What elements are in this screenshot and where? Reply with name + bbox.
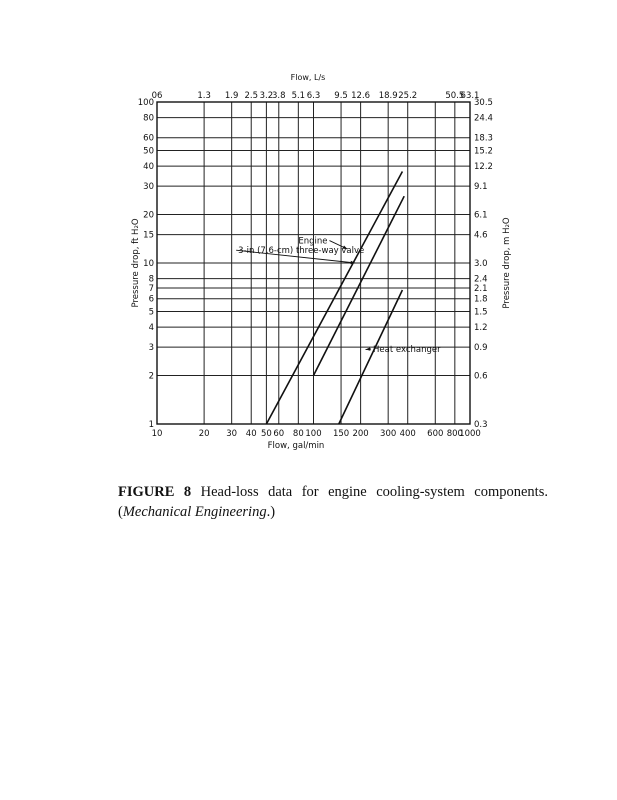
y-tick-label: 80	[143, 113, 154, 124]
x2-tick-label: 06	[151, 91, 163, 101]
y2-axis-label: Pressure drop, m H₂O	[502, 217, 512, 309]
x-tick-label: 600	[427, 429, 444, 439]
caption-label: FIGURE 8	[118, 484, 192, 500]
x-tick-label: 60	[273, 429, 285, 439]
x-tick-label: 300	[380, 429, 397, 439]
y2-tick-label: 24.4	[474, 113, 493, 124]
x-tick-label: 80	[292, 429, 304, 439]
y2-tick-label: 4.6	[474, 230, 488, 241]
caption-text: Head-loss data for engine cooling-system components. (	[118, 484, 548, 520]
y-tick-label: 30	[143, 182, 154, 193]
series-line-3	[339, 290, 403, 424]
y2-tick-label: 30.5	[474, 98, 493, 108]
x2-tick-label: 1.3	[197, 91, 211, 101]
y2-tick-label: 0.9	[474, 343, 488, 354]
x2-tick-label: 3.2	[259, 91, 274, 101]
x-tick-label: 800	[446, 429, 463, 439]
y-tick-label: 60	[143, 133, 154, 144]
annotation-label-3: Heat exchanger	[373, 345, 441, 356]
x-axis-label: Flow, gal/min	[267, 441, 325, 451]
y2-tick-labels	[474, 98, 493, 430]
x2-tick-label: 25.2	[398, 91, 418, 101]
x2-tick-label: 18.9	[378, 91, 398, 101]
y-tick-label: 3	[148, 343, 154, 354]
x2-tick-label: 6.3	[306, 91, 321, 101]
y2-tick-label: 1.8	[474, 294, 488, 305]
y2-tick-label: 0.6	[474, 371, 488, 382]
x-tick-label: 40	[245, 429, 257, 439]
y-tick-label: 20	[143, 210, 154, 221]
x-tick-label: 10	[151, 429, 163, 439]
x-tick-label: 30	[226, 429, 238, 439]
series-lines	[266, 172, 404, 425]
x2-tick-labels	[152, 91, 480, 101]
x2-tick-label: 5.1	[291, 91, 306, 101]
caption-source: Mechanical Engineering	[122, 504, 267, 520]
x2-tick-label: 2.5	[244, 91, 258, 101]
y-tick-label: 40	[143, 162, 154, 173]
x2-tick-label: 9.5	[334, 91, 348, 101]
series-line-1	[266, 172, 402, 425]
y-tick-label: 15	[143, 230, 154, 241]
y2-tick-label: 15.2	[474, 146, 493, 157]
y2-tick-label: 3.0	[474, 259, 488, 269]
x-tick-label: 200	[352, 429, 369, 439]
x2-axis-label: Flow, L/s	[290, 73, 326, 82]
y2-tick-label: 6.1	[474, 210, 488, 221]
y-tick-label: 1	[148, 420, 154, 430]
x-tick-label: 400	[399, 429, 416, 439]
caption-end: .)	[266, 504, 276, 520]
y-tick-label: 50	[143, 146, 154, 157]
x-tick-label: 1000	[459, 429, 481, 439]
figure-caption	[118, 482, 548, 522]
x-tick-labels	[152, 429, 481, 439]
y-axis-label: Pressure drop, ft H₂O	[131, 218, 141, 308]
y2-tick-label: 18.3	[474, 133, 493, 144]
y2-tick-label: 2.4	[474, 274, 488, 285]
y2-tick-label: 2.1	[474, 283, 488, 294]
y-tick-label: 8	[148, 274, 154, 285]
y2-tick-label: 1.2	[474, 323, 488, 334]
y-tick-label: 7	[148, 283, 154, 294]
annotations	[236, 237, 441, 355]
annotation-label-1: Engine	[298, 236, 328, 247]
x2-tick-label: 63.1	[460, 91, 480, 101]
y-tick-label: 100	[137, 98, 154, 108]
y-tick-label: 4	[148, 323, 154, 334]
y-tick-label: 5	[148, 307, 154, 318]
y2-tick-label: 12.2	[474, 162, 493, 173]
y2-tick-label: 1.5	[474, 307, 488, 318]
annotation-label-2: 3-in (7.6-cm) three-way valve	[238, 246, 365, 257]
y-tick-label: 10	[143, 259, 154, 269]
grid-lines	[157, 102, 470, 424]
y2-tick-label: 9.1	[474, 182, 488, 193]
x-tick-label: 20	[198, 429, 210, 439]
y2-tick-label: 0.3	[474, 420, 488, 430]
x2-tick-label: 12.6	[351, 91, 371, 101]
x2-tick-label: 3.8	[272, 91, 286, 101]
x2-tick-label: 50.5	[445, 91, 465, 101]
x2-tick-label: 1.9	[224, 91, 239, 101]
y-tick-label: 6	[148, 294, 154, 305]
x-tick-label: 150	[332, 429, 350, 439]
x-tick-label: 100	[305, 429, 322, 439]
y-tick-label: 2	[148, 371, 154, 382]
x-tick-label: 50	[260, 429, 272, 439]
